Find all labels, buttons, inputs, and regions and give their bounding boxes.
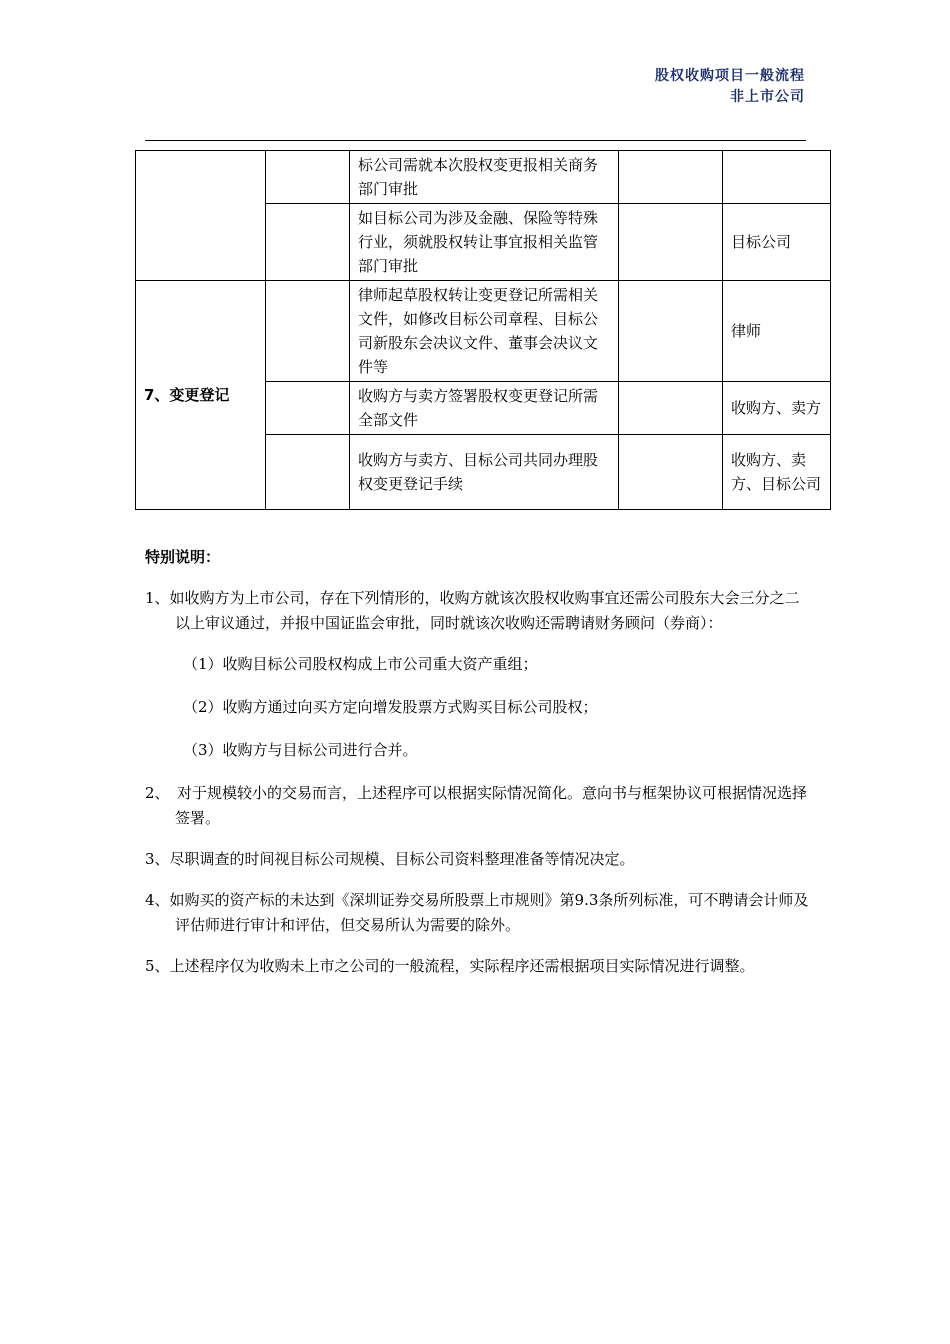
header-divider (145, 140, 806, 141)
table-cell (619, 382, 723, 435)
table-cell-party: 目标公司 (723, 204, 831, 281)
note-subitem-2: （2）收购方通过向买方定向增发股票方式购买目标公司股权； (183, 698, 598, 716)
table-cell-step: 7、变更登记 (136, 281, 266, 510)
table-cell (266, 151, 350, 204)
table-cell-step (136, 151, 266, 281)
note-subitem-1: （1）收购目标公司股权构成上市公司重大资产重组； (183, 655, 538, 673)
special-notes (145, 545, 810, 995)
table-cell-party: 收购方、卖方、目标公司 (723, 435, 831, 510)
note-subitem-3: （3）收购方与目标公司进行合并。 (183, 741, 418, 759)
table-cell-party (723, 151, 831, 204)
table-cell (619, 151, 723, 204)
page-header (655, 66, 805, 108)
note-item-1: 1、如收购方为上市公司，存在下列情形的，收购方就该次股权收购事宜还需公司股东大会三分之二以上审议通过，并报中国证监会审批，同时就该次收购还需聘请财务顾问（券商）： (145, 589, 800, 632)
table-cell (266, 281, 350, 382)
header-subtitle: 非上市公司 (730, 89, 805, 105)
table-cell-party: 律师 (723, 281, 831, 382)
note-item-5: 5、上述程序仅为收购未上市之公司的一般流程，实际程序还需根据项目实际情况进行调整。 (145, 957, 755, 975)
table-cell (266, 435, 350, 510)
process-table (135, 150, 831, 510)
table-cell (619, 281, 723, 382)
header-title: 股权收购项目一般流程 (655, 68, 805, 84)
table-cell-description: 如目标公司为涉及金融、保险等特殊行业，须就股权转让事宜报相关监管部门审批 (350, 204, 619, 281)
notes-title: 特别说明： (145, 548, 221, 566)
table-cell-description: 收购方与卖方、目标公司共同办理股权变更登记手续 (350, 435, 619, 510)
note-item-3: 3、尽职调查的时间视目标公司规模、目标公司资料整理准备等情况决定。 (145, 850, 635, 868)
table-row (136, 151, 831, 204)
table-cell (266, 204, 350, 281)
note-item-2: 2、 对于规模较小的交易而言，上述程序可以根据实际情况简化。意向书与框架协议可根据情况选择签署。 (145, 784, 808, 827)
table-cell (619, 435, 723, 510)
table-cell-description: 标公司需就本次股权变更报相关商务部门审批 (350, 151, 619, 204)
table-cell-party: 收购方、卖方 (723, 382, 831, 435)
note-item-4: 4、如购买的资产标的未达到《深圳证券交易所股票上市规则》第9.3条所列标准，可不聘请会计师及评估师进行审计和评估，但交易所认为需要的除外。 (145, 891, 809, 934)
table-row (136, 281, 831, 382)
table-cell-description: 律师起草股权转让变更登记所需相关文件，如修改目标公司章程、目标公司新股东会决议文件、董事会决议文件等 (350, 281, 619, 382)
table-cell (266, 382, 350, 435)
table-cell (619, 204, 723, 281)
table-cell-description: 收购方与卖方签署股权变更登记所需全部文件 (350, 382, 619, 435)
